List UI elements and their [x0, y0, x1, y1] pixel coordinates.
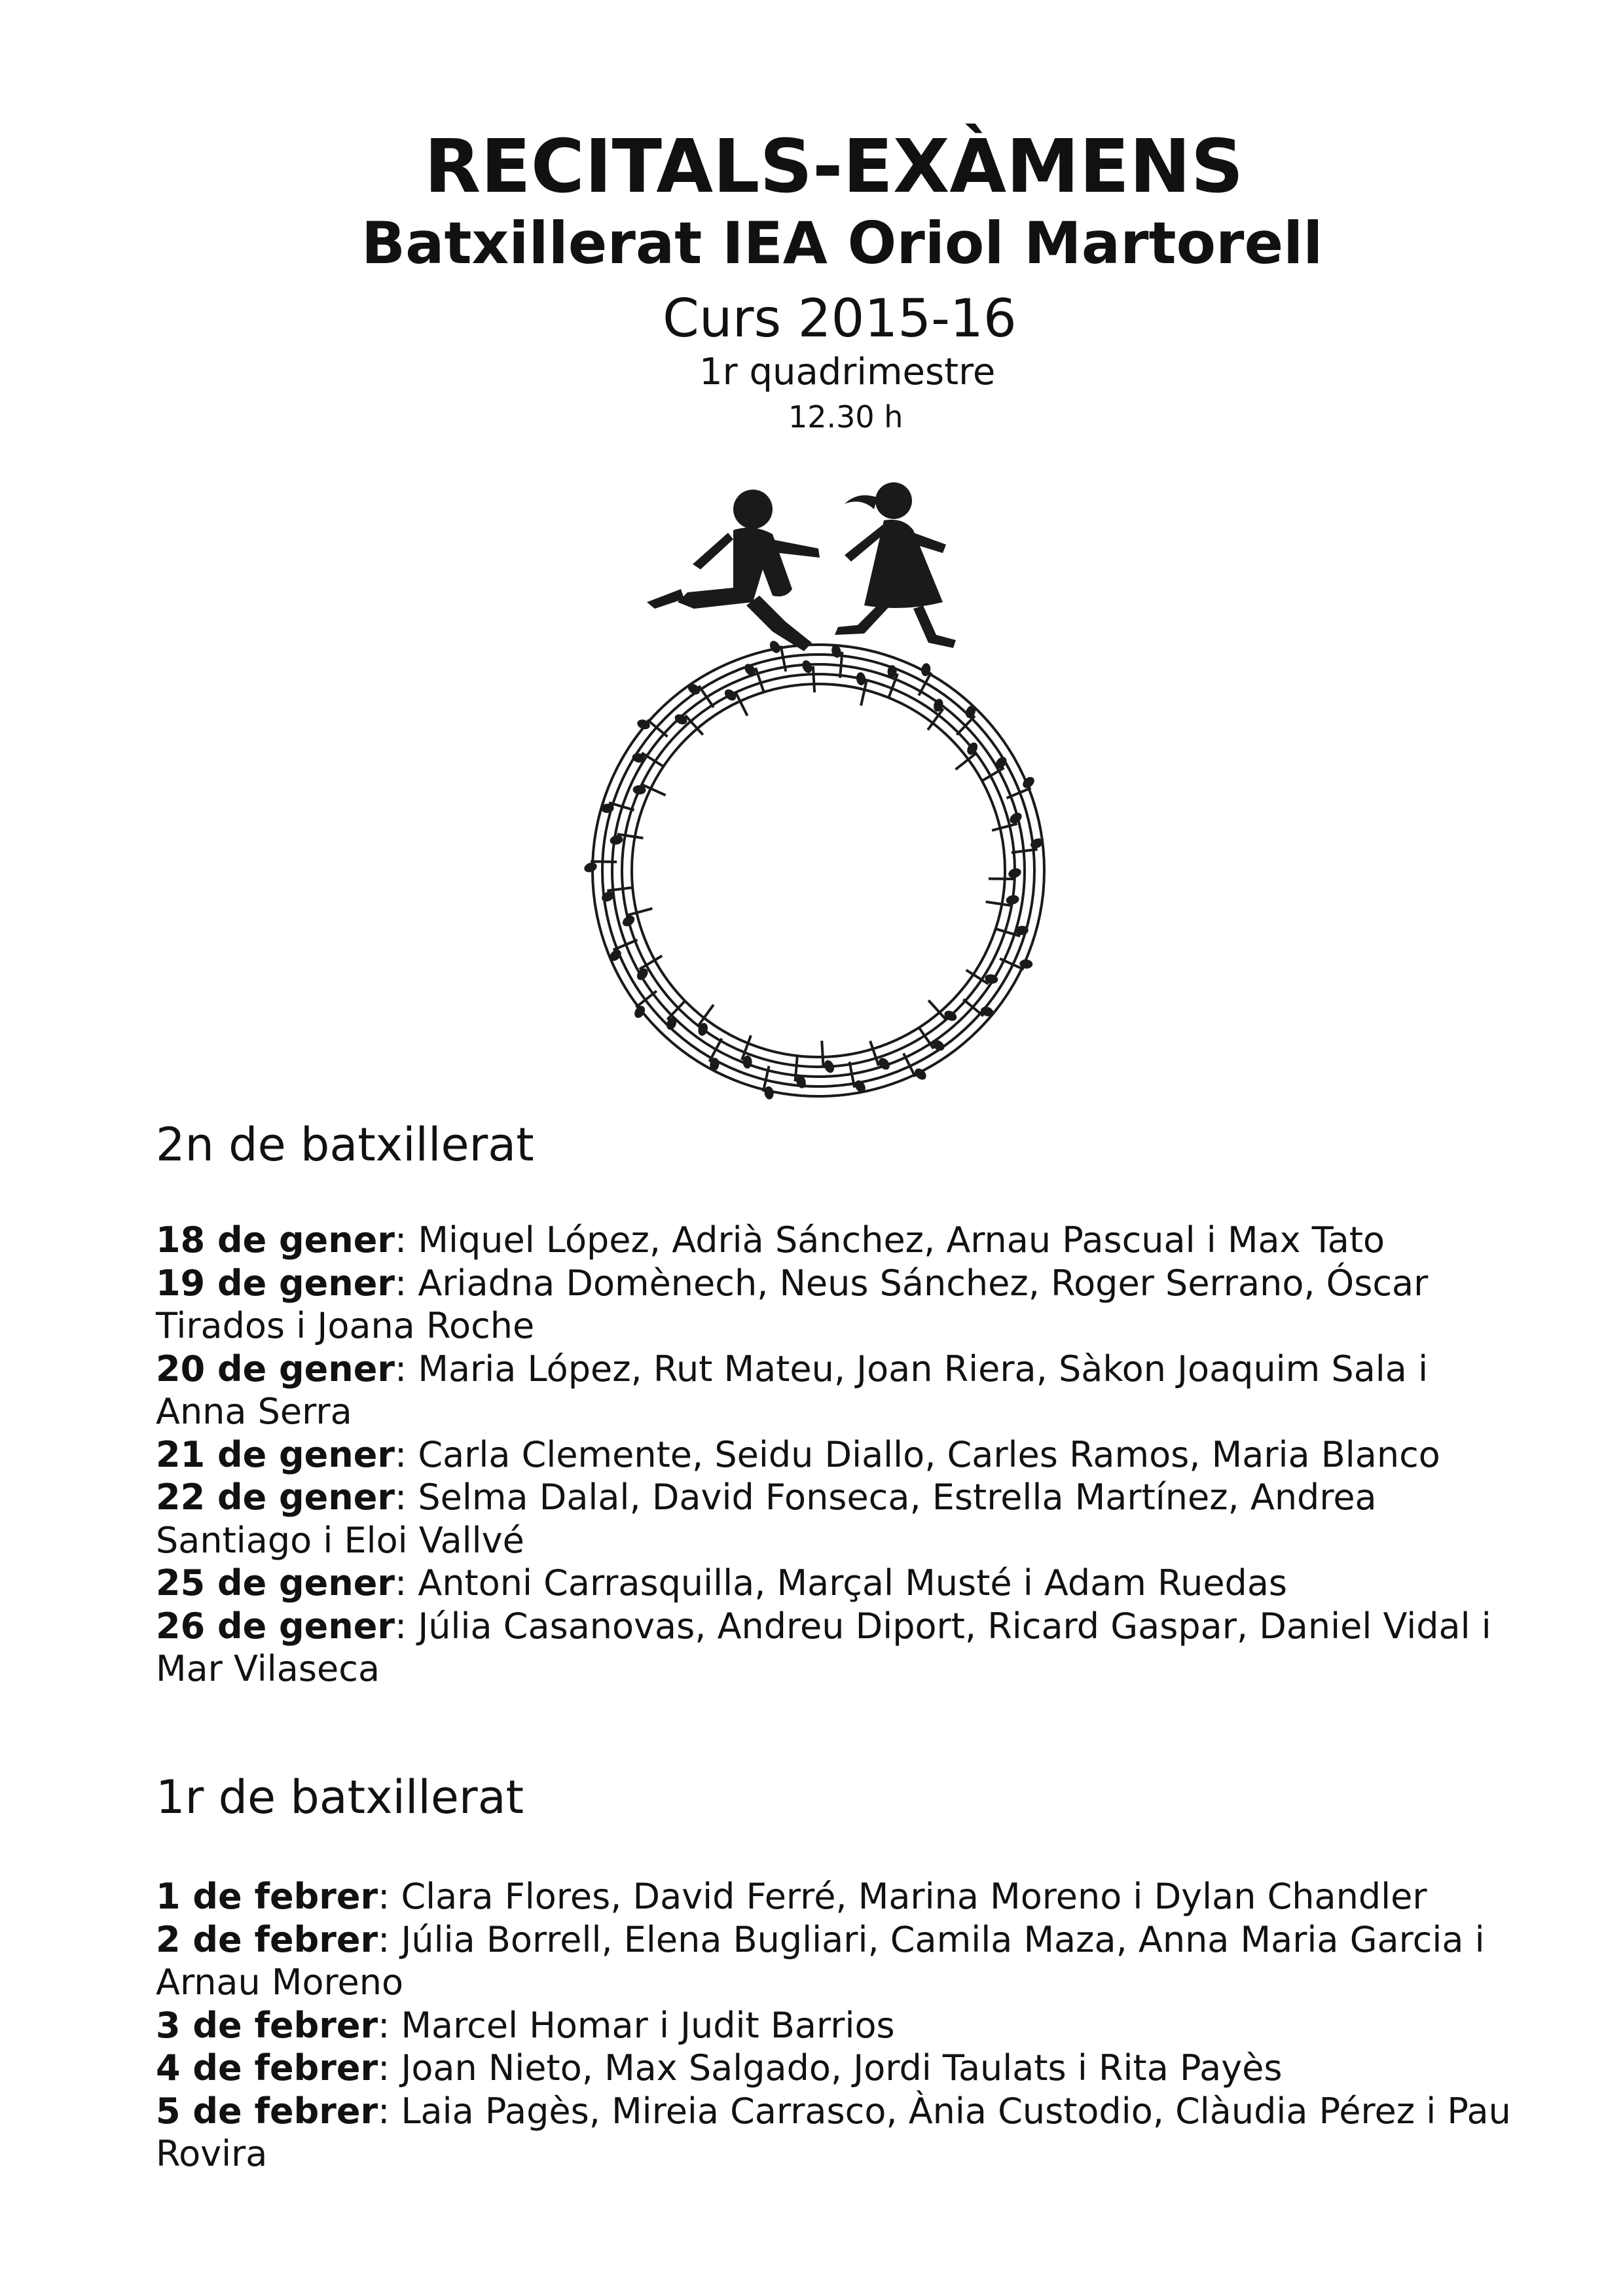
term-label: 1r quadrimestre: [699, 351, 996, 393]
entry-date: 22 de gener: [156, 1477, 395, 1518]
entry-names: : Selma Dalal, David Fonseca, Estrella Martínez, Andrea Santiago i Eloi Vallvé: [156, 1477, 1377, 1561]
entry-date: 5 de febrer: [156, 2090, 378, 2132]
music-note-stem: [992, 824, 1017, 831]
entry-names: : Marcel Homar i Judit Barrios: [378, 2004, 895, 2046]
entry-date: 3 de febrer: [156, 2004, 378, 2046]
music-note-stem: [989, 879, 1015, 880]
entry-names: : Laia Pagès, Mireia Carrasco, Ània Custodio, Clàudia Pérez i Pau Rovira: [156, 2090, 1511, 2174]
entry-names: : Júlia Casanovas, Andreu Diport, Ricard Gaspar, Daniel Vidal i Mar Vilaseca: [156, 1605, 1491, 1689]
entry-date: 26 de gener: [156, 1605, 395, 1647]
music-note-stem: [822, 1041, 823, 1067]
entry-names: : Maria López, Rut Mateu, Joan Riera, Sàkon Joaquim Sala i Anna Serra: [156, 1348, 1429, 1432]
music-note-stem: [591, 861, 617, 862]
entry-date: 21 de gener: [156, 1433, 395, 1475]
entry-names: : Antoni Carrasquilla, Marçal Musté i Adam Ruedas: [395, 1562, 1288, 1604]
schedule-entry: [156, 1875, 1518, 1918]
entry-names: : Júlia Borrell, Elena Bugliari, Camila Maza, Anna Maria Garcia i Arnau Moreno: [156, 1918, 1485, 2003]
entry-date: 2 de febrer: [156, 1918, 378, 1960]
entry-date: 18 de gener: [156, 1219, 395, 1261]
schedule-entry: [156, 1562, 1518, 1605]
section-heading-1r: 1r de batxillerat: [156, 1770, 524, 1824]
entry-names: : Clara Flores, David Ferré, Marina Moreno i Dylan Chandler: [378, 1876, 1427, 1917]
entry-date: 19 de gener: [156, 1262, 395, 1304]
schedule-entry: [156, 1605, 1518, 1691]
document-title: RECITALS-EXÀMENS: [424, 124, 1244, 209]
music-note-stem: [870, 1041, 879, 1066]
entry-date: 4 de febrer: [156, 2047, 378, 2089]
entry-names: : Joan Nieto, Max Salgado, Jordi Taulats i Rita Payès: [378, 2047, 1283, 2089]
document-subtitle: Batxillerat IEA Oriol Martorell: [361, 209, 1323, 277]
music-staff-ring: [593, 645, 1044, 1096]
music-note-icon: [743, 1056, 752, 1069]
music-note-stem: [795, 1055, 797, 1081]
schedule-entry: [156, 1433, 1518, 1477]
music-note-icon: [632, 1004, 647, 1020]
schedule-entry: [156, 2004, 1518, 2047]
music-note-stem: [627, 908, 653, 915]
running-girl-icon: [835, 482, 956, 648]
children-running-on-music-staff-circle-icon: [537, 471, 1100, 1126]
entry-names: : Carla Clemente, Seidu Diallo, Carles Ramos, Maria Blanco: [395, 1433, 1440, 1475]
schedule-entry: [156, 1219, 1518, 1262]
schedule-entry: [156, 1348, 1518, 1433]
time-label: 12.30 h: [788, 399, 903, 435]
music-note-stem: [607, 888, 633, 891]
music-note-stem: [699, 686, 714, 708]
schedule-list-2n: [156, 1219, 1518, 1691]
entry-date: 25 de gener: [156, 1562, 395, 1604]
music-note-icon: [665, 1016, 678, 1031]
schedule-list-1r: [156, 1875, 1518, 2176]
schedule-entry: [156, 2047, 1518, 2090]
music-note-stem: [667, 1001, 685, 1020]
entry-names: : Miquel López, Adrià Sánchez, Arnau Pascual i Max Tato: [395, 1219, 1385, 1261]
schedule-entry: [156, 2090, 1518, 2176]
schedule-entry: [156, 1262, 1518, 1348]
music-note-stem: [813, 666, 814, 692]
running-boy-icon: [647, 490, 820, 651]
music-note-icon: [964, 704, 977, 720]
schedule-entry: [156, 1918, 1518, 2004]
music-note-stem: [636, 991, 657, 1007]
entry-names: : Ariadna Domènech, Neus Sánchez, Roger Serrano, Óscar Tirados i Joana Roche: [156, 1262, 1429, 1346]
entry-date: 1 de febrer: [156, 1876, 378, 1917]
section-heading-2n: 2n de batxillerat: [156, 1118, 534, 1172]
entry-date: 20 de gener: [156, 1348, 395, 1390]
schedule-entry: [156, 1476, 1518, 1562]
music-note-stem: [736, 692, 748, 716]
course-year: Curs 2015-16: [663, 288, 1017, 349]
